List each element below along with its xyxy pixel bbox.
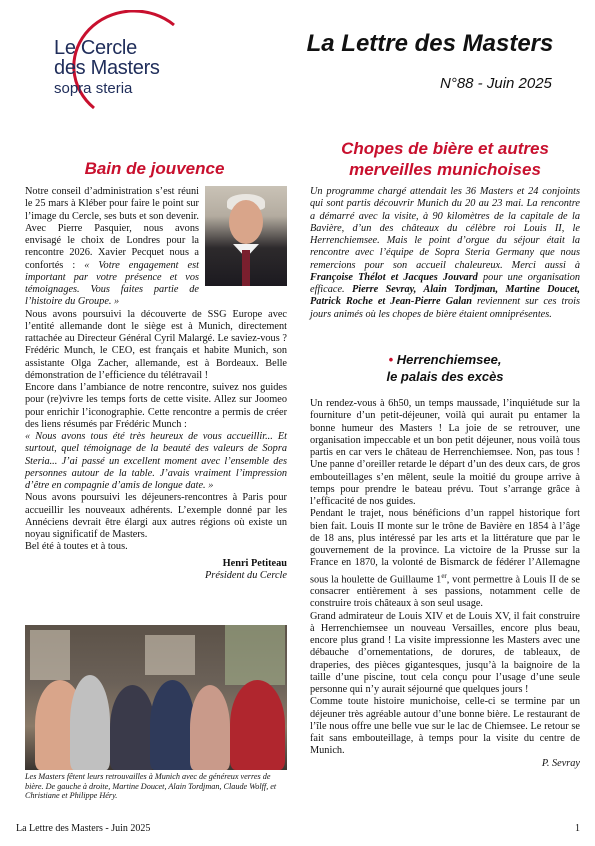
- logo-line3: sopra steria: [54, 80, 133, 97]
- right-paragraph: Grand admirateur de Louis XIV et de Louis XV, il fait construire à Herrenchiemsee un nouveau Versailles, encore plus beau, encore plus grand ! La visite impressionne les Masters avec une débauche d’ornementations, de dorures, de tableaux, de draperies, des pièces gigantesques, jusqu’à la baignoire de la taille d’une piscine, tout cela conçu pour l’usage d’une seule personne qui n’y aurait séjourné que quelques jours !: [310, 610, 580, 696]
- logo-line1: Le Cercle: [54, 37, 137, 59]
- section-title: • Herrenchiemsee, le palais des excès: [386, 352, 504, 384]
- right-signature: P. Sevray: [541, 757, 580, 769]
- right-article-heading: Chopes de bière et autres merveilles munichoises: [341, 139, 549, 179]
- signature-name: Henri Petiteau: [222, 557, 287, 569]
- left-article-body: [25, 186, 287, 582]
- right-paragraph: Pendant le trajet, nous bénéficions d’un rappel historique fort bien fait. Louis II monte sur le trône de Bavière en 1854 à l’âge de 18 ans, plus intéressé par les arts et la littérature que par le gouvernement de la province. La victoire de la Prusse sur la France en 1870, la volonté de Bismarck de fédérer l’Allemagne sous la houlette de Guillaume 1er, vont permettre à Louis II de se consacrer entièrement à ses passions, notamment celle de construire trois châteaux à son seul usage.: [310, 508, 580, 610]
- portrait-photo: [205, 186, 287, 286]
- group-photo: [25, 625, 287, 770]
- left-paragraph: Bel été à toutes et à tous.: [25, 541, 128, 553]
- signature: [25, 558, 287, 583]
- left-article-heading: Bain de jouvence: [84, 159, 225, 178]
- signature-role: Président du Cercle: [205, 569, 287, 581]
- right-article-intro: Un programme chargé attendait les 36 Masters et 24 conjoints qui sont partis découvrir Munich du 20 au 23 mai. La rencontre a démarré avec la visite, à 90 kilomètres de la capitale de la Bavière, d’un des châteaux du célèbre roi Louis II, le Herrenchiemsee. Mais le point d’orgue du séjour était la rencontre avec l’équipe de Sopra Steria Germany que nous remercions pour son accueil chaleureux. Merci aussi à Françoise Thélot et Jacques Jouvard pour une organisation efficace. Pierre Sevray, Alain Tordjman, Martine Doucet, Patrick Roche et Jean-Pierre Galan reviennent sur ces trois jours animés où les chopes de bière étaient omniprésentes.: [310, 186, 581, 320]
- right-article-body: [310, 398, 580, 770]
- page-number: 1: [575, 823, 580, 834]
- photo-caption: Les Masters fêtent leurs retrouvailles à Munich avec de généreux verres de bière. De gauche à droite, Martine Doucet, Alain Tordjman, Claude Wolff, et Christiane et Philippe Héry.: [25, 772, 277, 801]
- newsletter-title: La Lettre des Masters: [306, 30, 554, 57]
- left-paragraph: Nous avons poursuivi les déjeuners-rencontres à Paris pour accueillir les nouveaux adhérents. L’exemple donné par les Annéciens devrait être élargi aux autres régions où existe un noyau significatif de Masters.: [25, 492, 287, 540]
- issue-number: N°88 - Juin 2025: [440, 75, 552, 92]
- left-quote: « Nous avons tous été très heureux de vous accueillir... Et surtout, quel témoignage de la beauté des valeurs de Sopra Steria... J’ai passé un excellent moment avec l’ensemble des personnes autour de la table. J’avais vraiment l’impression d’être en compagnie d’amis de longue date. »: [25, 431, 287, 491]
- logo: [34, 10, 234, 115]
- left-paragraph: Notre conseil d’administration s’est réuni le 25 mars à Kléber pour faire le point sur l’image du Cercle, ses buts et son devenir. Avec Pierre Pasquier, nous avons envisagé le choix de Londres pour la rencontre 2026. Xavier Pecquet nous a confortés : « Votre engagement est important par votre présence et vos témoignages. Vous faites partie de l’histoire du Groupe. »: [25, 186, 199, 308]
- logo-line2: des Masters: [54, 57, 160, 79]
- left-paragraph: Nous avons poursuivi la découverte de SSG Europe avec l’entité allemande dont le siège est à Munich, directement rattachée au Directeur Général Cyril Malargé. Le saviez-vous ? Frédéric Munch, le CEO, est français et habite Munich, son assistante Olga Zacher, allemande, est à Bordeaux. Belle démonstration de l’efficience du télétravail !: [25, 308, 287, 381]
- left-paragraph: Encore dans l’ambiance de notre rencontre, suivez nos guides pour (re)vivre les temps forts de cette visite. Allez sur Joomeo pour enrichir l’iconographie. Cette rencontre a permis de créer des liens résumés par Frédéric Munch :: [25, 382, 287, 430]
- right-paragraph: Un rendez-vous à 6h50, un temps maussade, l’inquiétude sur la fourniture d’un petit-déjeuner, voilà qui aurait pu entamer la bonne humeur des Masters ! La joie de se retrouver, une organisation impeccable et un bon petit déjeuner, nous voilà tous partis en car vers le château de Herrenchiemsee. Non, pas tous ! Une panne d’oreiller retarde le départ d’un des deux cars, de gros embouteillages s’en mêlent, seule la moitié du groupe arrive à temps pour prendre le bateau prévu. Tout s’arrange grâce à l’efficacité de nos guides.: [310, 398, 580, 507]
- footer-title: La Lettre des Masters - Juin 2025: [16, 823, 151, 834]
- right-paragraph: Comme toute histoire munichoise, celle-ci se termine par un déjeuner très agréable autour d’une bonne bière. Le restaurant de l’île nous offre une belle vue sur le lac de Chiemsee. Le retour se fait sans embouteillage, à temps pour la visite du centre de Munich.: [310, 696, 580, 757]
